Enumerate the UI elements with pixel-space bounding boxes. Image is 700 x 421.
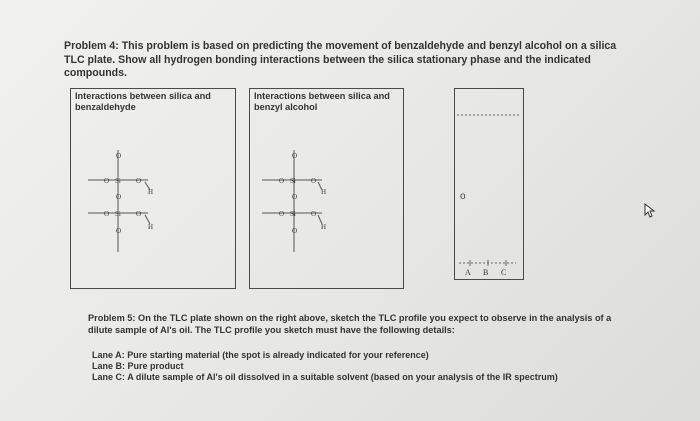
lane-a-description [92,350,562,361]
oxygen-label: O [279,210,285,218]
silica-structure-b [262,150,322,252]
silicon-label: Si [290,177,296,185]
oxygen-label: O [136,177,142,185]
lane-a-label: A [465,268,471,277]
hydrogen-label: H [148,188,154,196]
oxygen-label: O [104,210,110,218]
lane-a-desc-label: Lane A: [92,350,125,360]
hydrogen-label: H [321,223,327,231]
oxygen-label: O [116,193,122,201]
lane-a-desc-text: Pure starting material (the spot is already indicated for your reference) [127,350,429,360]
lane-c-desc-text: A dilute sample of Al's oil dissolved in a suitable solvent (based on your analysis of the IR spectrum) [127,372,558,382]
benzaldehyde-box-label: Interactions between silica and benzaldehyde [75,91,211,112]
oxygen-label: O [279,177,285,185]
lane-c-description [92,372,562,383]
lane-descriptions [92,350,562,383]
lane-b-description [92,361,562,372]
lane-b-desc-label: Lane B: [92,361,126,371]
tlc-spot-lane-a: o [460,191,466,202]
lane-b-label: B [483,268,489,277]
problem-5-heading: Problem 5: [88,313,136,323]
mouse-pointer-icon [644,203,658,219]
lane-b-desc-text: Pure product [127,361,184,371]
oxygen-label: O [292,152,298,160]
oxygen-label: O [116,152,122,160]
benzyl-alcohol-box-label: Interactions between silica and benzyl alcohol [254,91,390,112]
lane-c-desc-label: Lane C: [92,372,126,382]
oxygen-label: O [104,177,110,185]
lane-c-label: C [501,268,507,277]
oxygen-label: O [311,210,317,218]
oxygen-label: O [116,227,122,235]
problem-4-body: This problem is based on predicting the movement of benzaldehyde and benzyl alcohol on a silica TLC plate. Show all hydrogen bonding interactions between the silica stationary phase and the indicated compounds. [64,40,617,79]
oxygen-label: O [136,210,142,218]
silicon-label: Si [290,210,296,218]
problem-5-text [88,312,618,336]
oxygen-label: O [311,177,317,185]
silicon-label: Si [115,177,121,185]
problem-4-heading: Problem 4: [64,40,119,52]
oxygen-label: O [292,193,298,201]
silica-structure-a [88,150,150,252]
silicon-label: Si [115,210,121,218]
problem-5-body: On the TLC plate shown on the right above, sketch the TLC profile you expect to observe in the analysis of a dilute sample of Al's oil. The TLC profile you sketch must have the following details: [88,313,612,335]
oxygen-label: O [292,227,298,235]
hydrogen-label: H [321,188,327,196]
hydrogen-label: H [148,223,154,231]
